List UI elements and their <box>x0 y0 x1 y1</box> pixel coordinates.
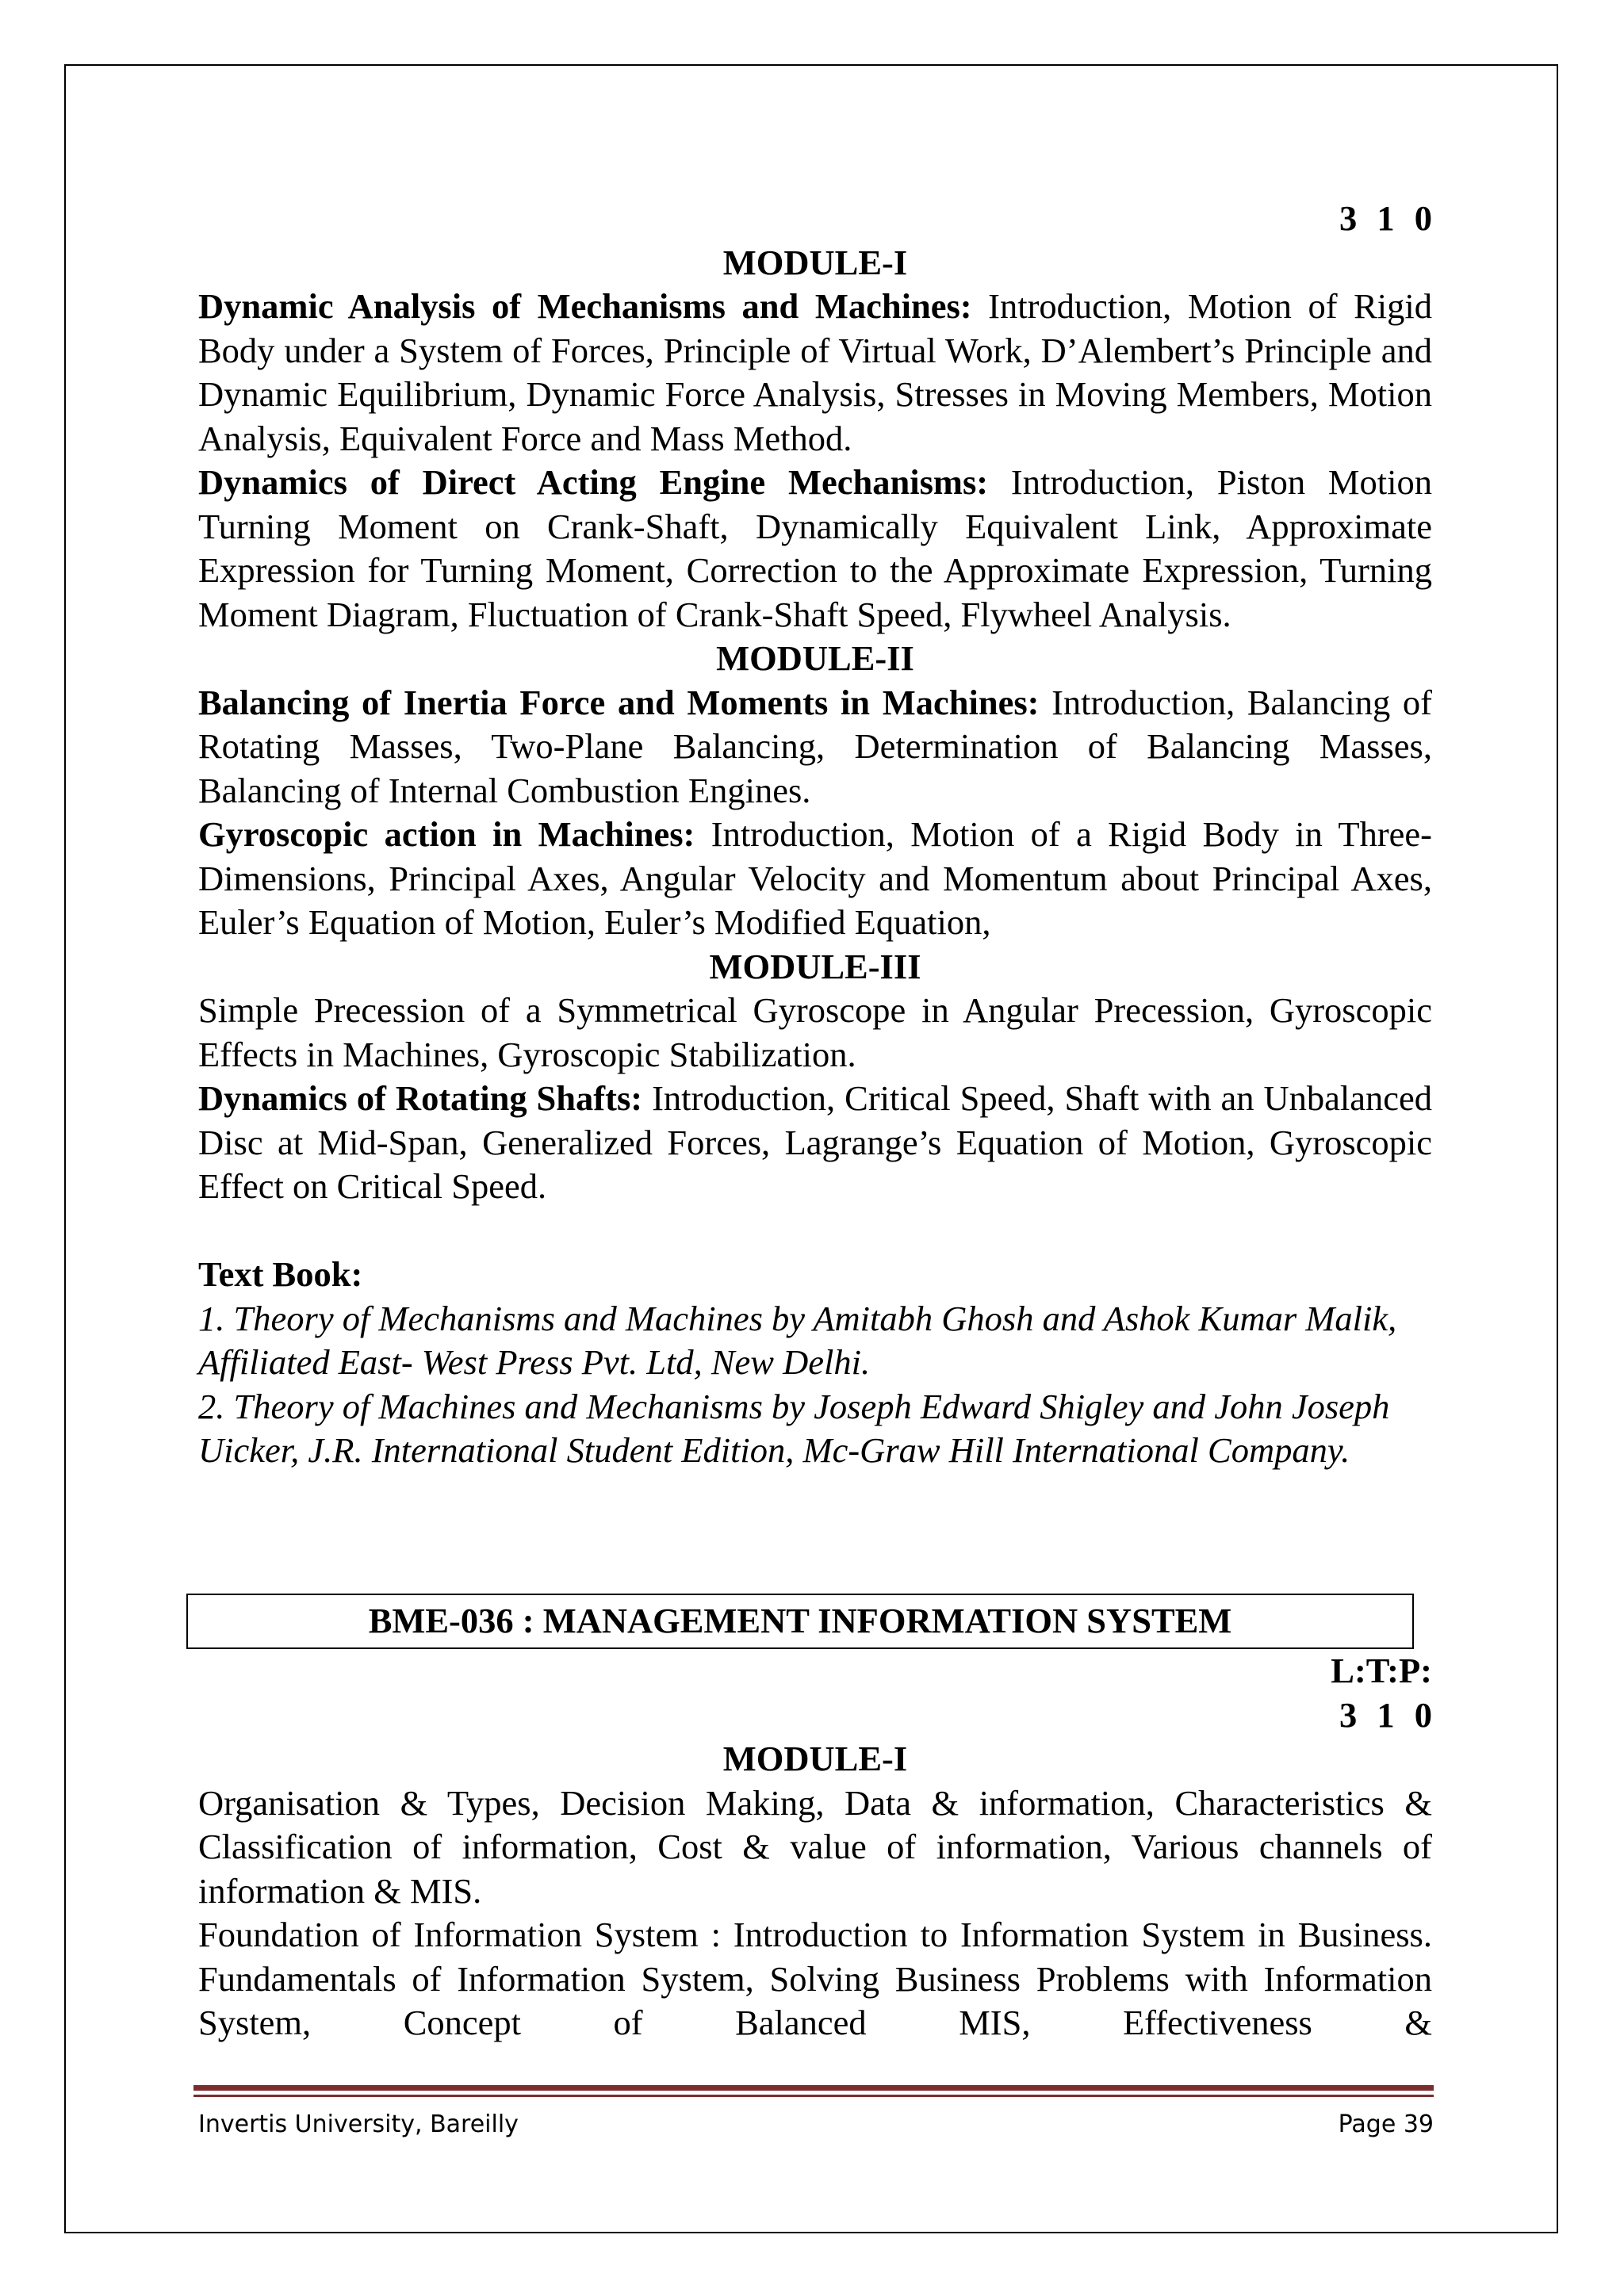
ltp-label: L:T:P: <box>1331 1651 1432 1690</box>
course-title-box <box>186 1594 1414 1649</box>
syllabus-section-2 <box>198 1649 1432 2045</box>
topic-text: Introduction, Critical Speed, Shaft with an Unbalanced Disc at Mid-Span, Generalized Forces, Lagrange’s Equation of Motion, Gyroscopic Effect on Critical Speed. <box>198 1078 1432 1206</box>
topic-text: Introduction, Motion of Rigid Body under a System of Forces, Principle of Virtual Work, D’Alembert’s Principle and Dynamic Equilibrium, Dynamic Force Analysis, Stresses in Moving Members, Motion Analysis, Equivalent Force and Mass Method. <box>198 286 1432 458</box>
topic-text: Introduction, Piston Motion Turning Moment on Crank-Shaft, Dynamically Equivalent Link, Approximate Expression for Turning Moment, Correction to the Approximate Expression, Turning Moment Diagram, Fluctuation of Crank-Shaft Speed, Flywheel Analysis. <box>198 462 1432 634</box>
textbook-item: 1. Theory of Mechanisms and Machines by Amitabh Ghosh and Ashok Kumar Malik, Affiliated East- West Press Pvt. Ltd, New Delhi. <box>198 1298 1397 1382</box>
syllabus-section-1 <box>198 197 1432 1473</box>
course-title: BME-036 : MANAGEMENT INFORMATION SYSTEM <box>368 1601 1232 1640</box>
topic-title: Balancing of Inertia Force and Moments in Machines: <box>198 682 1040 722</box>
module-paragraph <box>198 1077 1432 1209</box>
module-heading: MODULE-I <box>722 1739 908 1778</box>
module-paragraph <box>198 813 1432 945</box>
module-paragraph: Foundation of Information System : Introduction to Information System in Business. Fundamentals of Information System, Solving Business Problems with Information System, Concept of Balanced MIS, Effectiveness & <box>198 1915 1432 2042</box>
module-paragraph <box>198 681 1432 813</box>
ltp-values: 3 1 0 <box>1339 1694 1432 1735</box>
topic-title: Dynamics of Rotating Shafts: <box>198 1078 643 1118</box>
topic-title: Dynamic Analysis of Mechanisms and Machines: <box>198 286 972 326</box>
footer-institution: Invertis University, Bareilly <box>198 2110 519 2138</box>
textbook-item: 2. Theory of Machines and Mechanisms by Joseph Edward Shigley and John Joseph Uicker, J.R. International Student Edition, Mc-Graw Hill International Company. <box>198 1386 1390 1470</box>
module-heading: MODULE-I <box>722 242 908 282</box>
footer-rule <box>193 2085 1434 2091</box>
topic-title: Dynamics of Direct Acting Engine Mechanisms: <box>198 462 989 502</box>
topic-text: Introduction, Motion of a Rigid Body in Three- Dimensions, Principal Axes, Angular Velocity and Momentum about Principal Axes, Euler’s Equation of Motion, Euler’s Modified Equation, <box>198 814 1432 942</box>
footer-rule <box>193 2095 1434 2097</box>
topic-text: Introduction, Balancing of Rotating Masses, Two-Plane Balancing, Determination of Balancing Masses, Balancing of Internal Combustion Engines. <box>198 682 1432 810</box>
spacer <box>198 1209 1432 1253</box>
module-paragraph: Simple Precession of a Symmetrical Gyroscope in Angular Precession, Gyroscopic Effects in Machines, Gyroscopic Stabilization. <box>198 990 1432 1074</box>
module-paragraph: Organisation & Types, Decision Making, Data & information, Characteristics & Classification of information, Cost & value of information, Various channels of information & MIS. <box>198 1782 1432 1911</box>
page-number: Page 39 <box>1338 2110 1434 2138</box>
module-paragraph <box>198 285 1432 461</box>
ltp-values: 3 1 0 <box>1339 198 1432 238</box>
topic-title: Gyroscopic action in Machines: <box>198 814 695 854</box>
module-heading: MODULE-II <box>716 638 914 678</box>
textbook-heading: Text Book: <box>198 1254 363 1294</box>
module-paragraph <box>198 461 1432 637</box>
module-heading: MODULE-III <box>709 946 921 986</box>
